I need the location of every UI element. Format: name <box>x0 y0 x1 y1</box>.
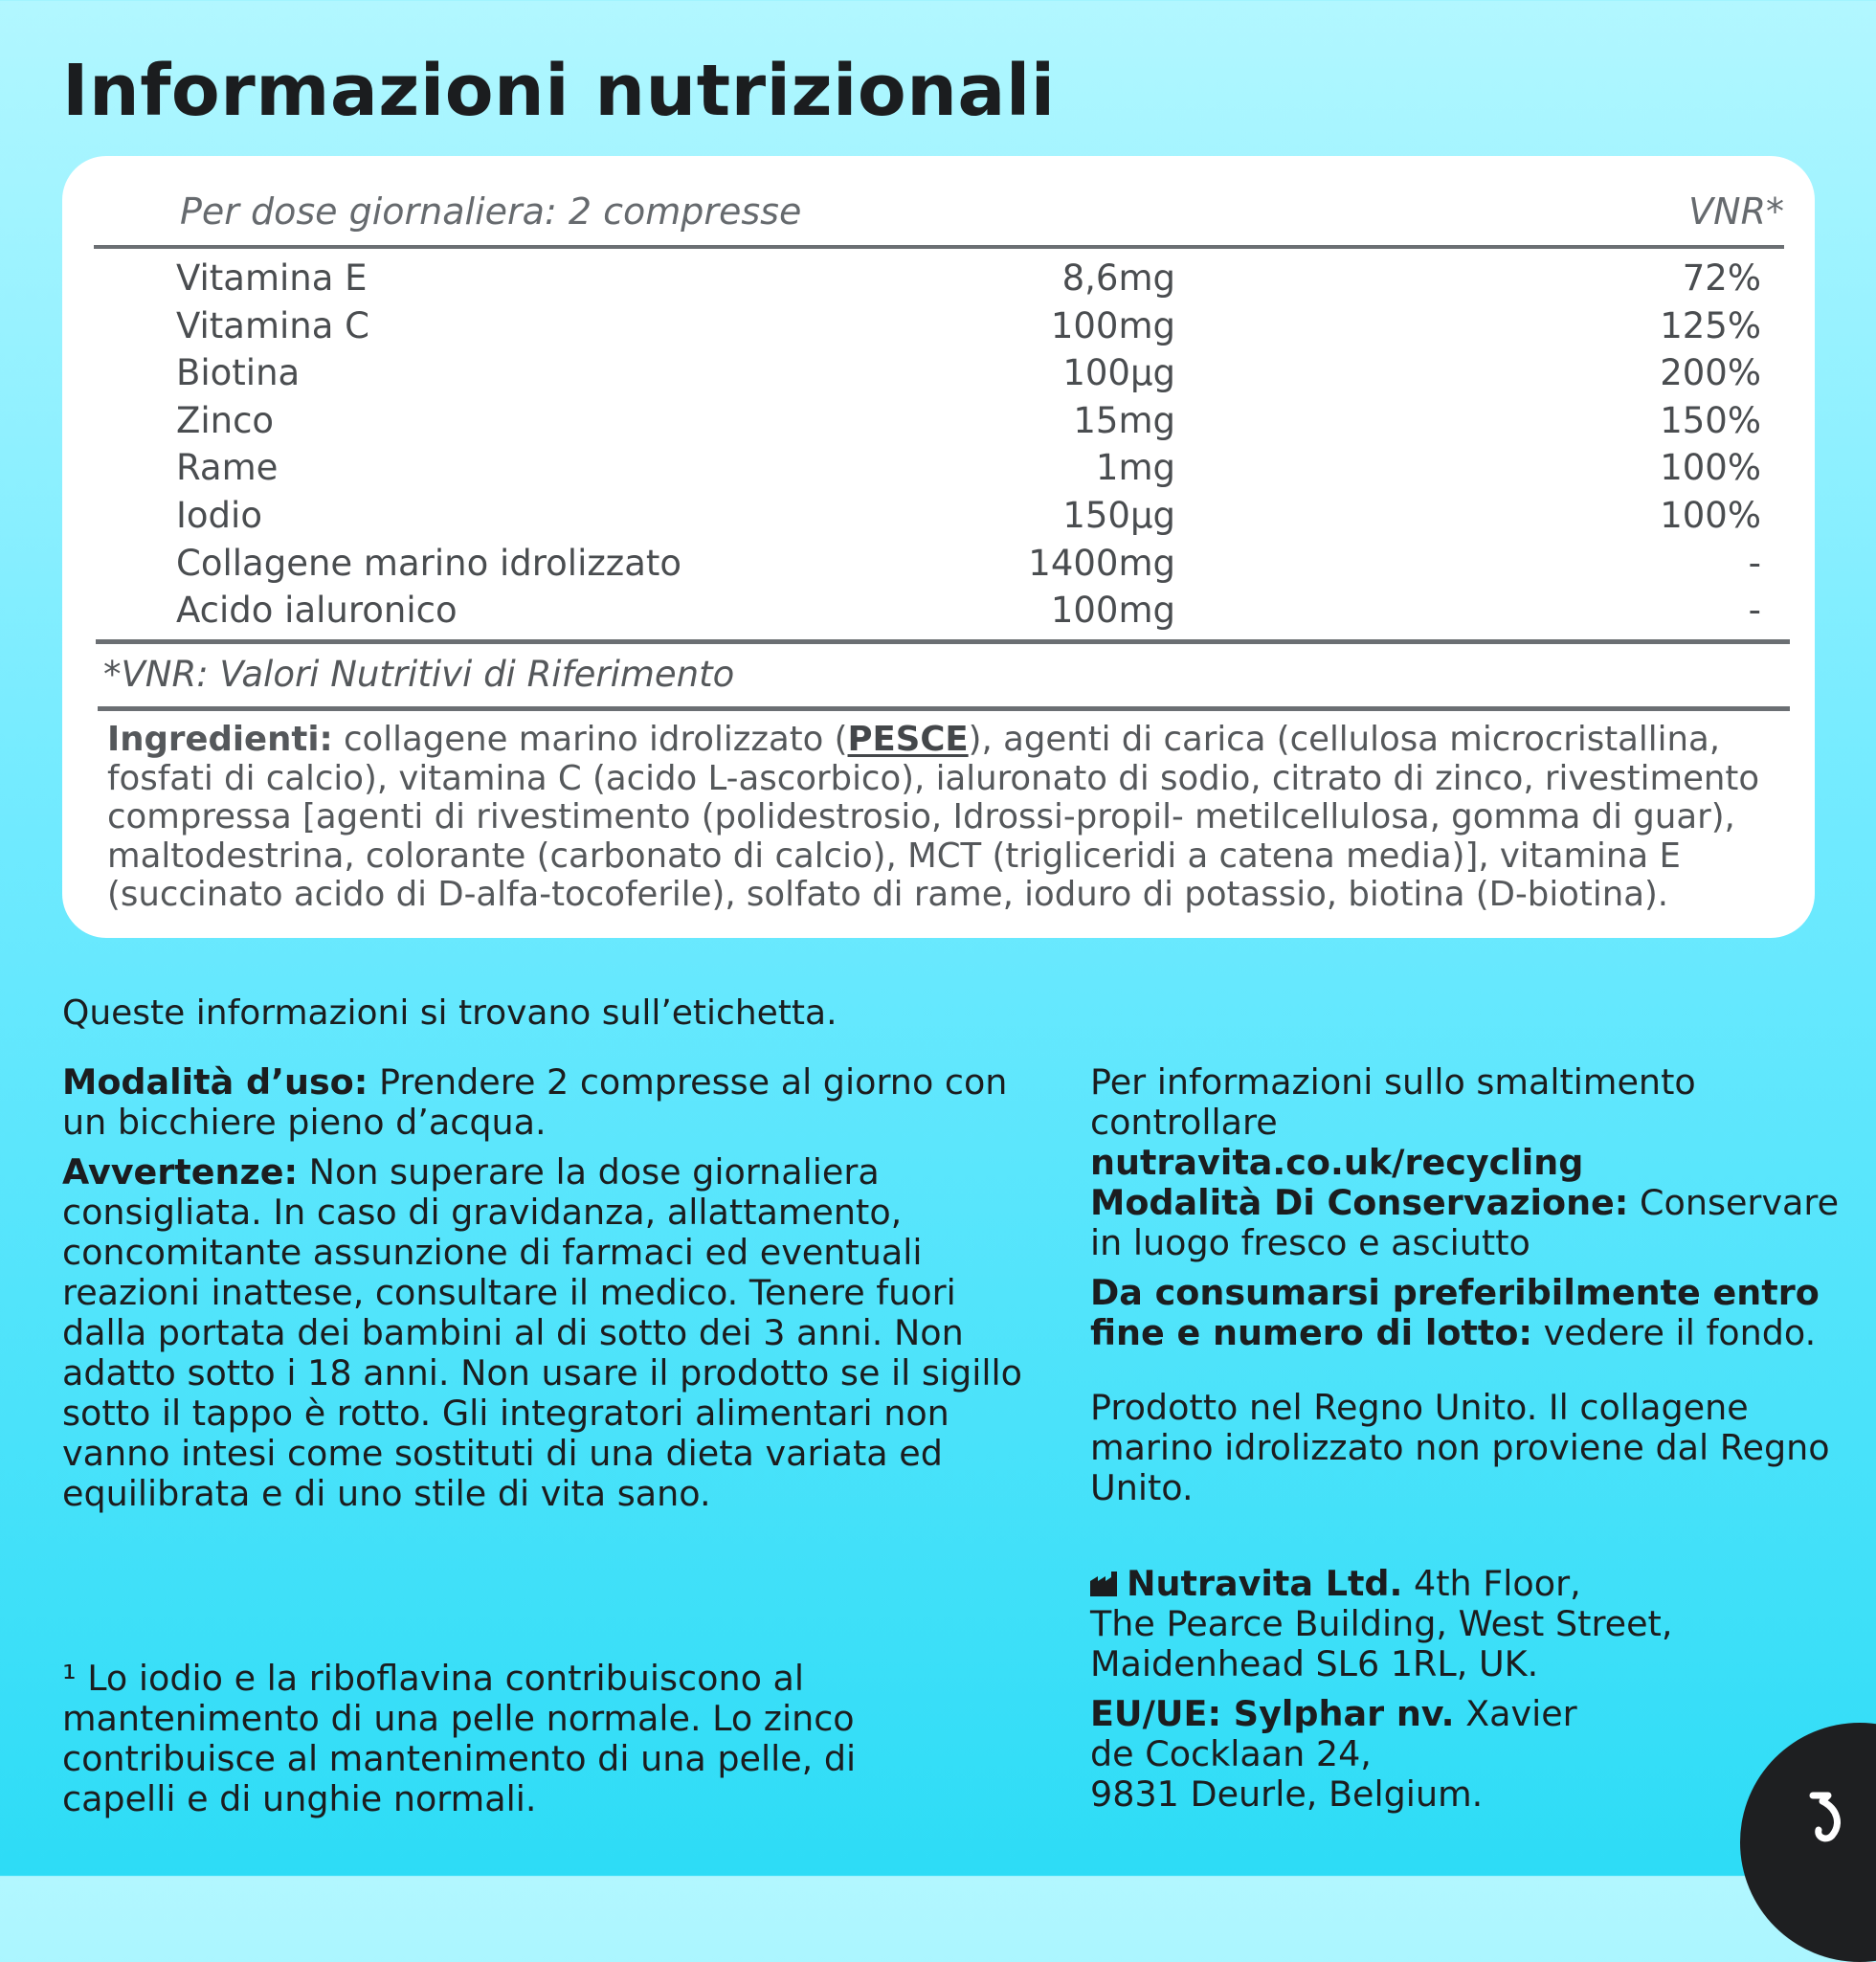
recycling-link[interactable]: nutravita.co.uk/recycling <box>1090 1142 1584 1183</box>
best-before-label: Da consumarsi preferibilmente entro fine e numero di lotto: <box>1090 1272 1820 1353</box>
factory-icon <box>1090 1572 1119 1596</box>
nutrient-vnr: 200% <box>1660 352 1761 394</box>
table-row <box>113 300 1798 347</box>
manufacturer-address <box>1090 1564 1856 1684</box>
warnings-paragraph <box>62 1152 1029 1514</box>
warnings-text: Non superare la dose giornaliera consigliata. In caso di gravidanza, allattamento, concomitante assunzione di farmaci ed eventuali reazioni inattese, consultare il medico. Tenere fuori dalla portata dei bambini al di sotto dei 3 anni. Non adatto sotto i 18 anni. Non usare il prodotto se il sigillo sotto il tappo è rotto. Gli integratori alimentari non vanno intesi come sostituti di una dieta variata ed equilibrata e di uno stile di vita sano. <box>62 1151 1022 1514</box>
nutrient-amount: 1400mg <box>1028 542 1175 584</box>
dose-header: Per dose giornaliera: 2 compresse <box>180 190 802 233</box>
nutrient-name: Biotina <box>176 352 301 394</box>
nutrient-name: Rame <box>176 447 279 489</box>
best-before-paragraph <box>1090 1273 1856 1353</box>
disposal-text: Per informazioni sullo smaltimento controllare <box>1090 1061 1696 1143</box>
nutrient-name: Acido ialuronico <box>176 590 458 632</box>
storage-label: Modalità Di Conservazione: <box>1090 1182 1629 1223</box>
manufacturer-address-1: 4th Floor, <box>1402 1563 1581 1604</box>
table-bottom-divider <box>96 639 1790 644</box>
ingredients-text <box>107 721 1773 915</box>
claims-footnote: ¹ Lo iodio e la riboflavina contribuiscono al mantenimento di una pelle normale. Lo zinco contribuisce al mantenimento di una pelle, di capelli e di unghie normali. <box>62 1658 857 1819</box>
warnings-label: Avvertenze: <box>62 1151 299 1193</box>
nutrient-amount: 100mg <box>1050 304 1175 346</box>
nutrient-name: Vitamina E <box>176 257 368 299</box>
nutrient-table <box>113 252 1798 632</box>
left-column <box>62 1062 1029 1514</box>
eu-rep-label: EU/UE: Sylphar nv. <box>1090 1693 1455 1734</box>
label-note: Queste informazioni si trovano sull’etichetta. <box>62 993 838 1033</box>
nutrient-amount: 100mg <box>1050 590 1175 632</box>
ingredients-text-before: collagene marino idrolizzato ( <box>332 720 848 759</box>
table-row <box>113 441 1798 489</box>
page-title: Informazioni nutrizionali <box>62 50 1056 132</box>
return-arrow-icon[interactable] <box>1799 1788 1857 1845</box>
nutrient-amount: 1mg <box>1095 447 1175 489</box>
eu-rep-address-3: 9831 Deurle, Belgium. <box>1090 1773 1484 1815</box>
nutrient-amount: 100µg <box>1062 352 1175 394</box>
nutrient-vnr: 100% <box>1660 494 1761 536</box>
manufacturer-address-3: Maidenhead SL6 1RL, UK. <box>1090 1643 1539 1684</box>
nutrient-vnr: 72% <box>1682 257 1761 299</box>
nutrient-vnr: 100% <box>1660 447 1761 489</box>
manufacturer-address-2: The Pearce Building, West Street, <box>1090 1603 1673 1644</box>
disposal-paragraph <box>1090 1062 1856 1183</box>
nutrient-amount: 8,6mg <box>1061 257 1175 299</box>
nutrient-name: Collagene marino idrolizzato <box>176 542 682 584</box>
table-row <box>113 537 1798 585</box>
usage-label: Modalità d’uso: <box>62 1061 368 1103</box>
storage-paragraph <box>1090 1183 1856 1263</box>
nutrient-vnr: 150% <box>1660 399 1761 441</box>
nutrient-vnr: - <box>1748 590 1761 632</box>
table-row <box>113 489 1798 537</box>
eu-rep-address-1: Xavier <box>1454 1693 1577 1734</box>
usage-paragraph <box>62 1062 1029 1143</box>
nutrient-amount: 150µg <box>1062 494 1175 536</box>
nutrient-vnr: 125% <box>1660 304 1761 346</box>
table-row <box>113 584 1798 632</box>
nutrient-name: Zinco <box>176 399 275 441</box>
vnr-header: VNR* <box>1688 190 1784 233</box>
right-column <box>1090 1062 1856 1815</box>
usage-text: Prendere 2 compresse al giorno con un bicchiere pieno d’acqua. <box>62 1061 1008 1143</box>
allergen-highlight: PESCE <box>847 720 969 759</box>
storage-text: Conservare in luogo fresco e asciutto <box>1090 1182 1840 1263</box>
header-divider <box>94 245 1784 249</box>
nutrition-card <box>62 156 1815 938</box>
ingredients-label: Ingredienti: <box>107 720 333 759</box>
nutrient-name: Vitamina C <box>176 304 370 346</box>
ingredients-text-after: ), agenti di carica (cellulosa microcristallina, fosfati di calcio), vitamina C (acido L-ascorbico), ialuronato di sodio, citrato di zinco, rivestimento compressa [agenti di rivestimento (polidestrosio, Idrossi-propil- metilcellulosa, gomma di guar), maltodestrina, colorante (carbonato di calcio), MCT (trigliceridi a catena media)], vitamina E (succinato acido di D-alfa-tocoferile), solfato di rame, ioduro di potassio, biotina (D-biotina). <box>107 720 1760 914</box>
nutrient-name: Iodio <box>176 494 262 536</box>
vnr-footnote: *VNR: Valori Nutritivi di Riferimento <box>103 654 735 695</box>
origin-paragraph: Prodotto nel Regno Unito. Il collagene marino idrolizzato non proviene dal Regno Unito. <box>1090 1387 1830 1508</box>
table-row <box>113 252 1798 300</box>
table-row <box>113 394 1798 442</box>
table-header <box>117 190 1807 238</box>
footnote-divider <box>98 706 1790 711</box>
table-row <box>113 346 1798 394</box>
best-before-text: vedere il fondo. <box>1532 1312 1817 1353</box>
nutrient-amount: 15mg <box>1073 399 1175 441</box>
manufacturer-name: Nutravita Ltd. <box>1127 1563 1403 1604</box>
eu-representative <box>1090 1694 1856 1815</box>
nutrient-vnr: - <box>1748 542 1761 584</box>
eu-rep-address-2: de Cocklaan 24, <box>1090 1733 1372 1774</box>
